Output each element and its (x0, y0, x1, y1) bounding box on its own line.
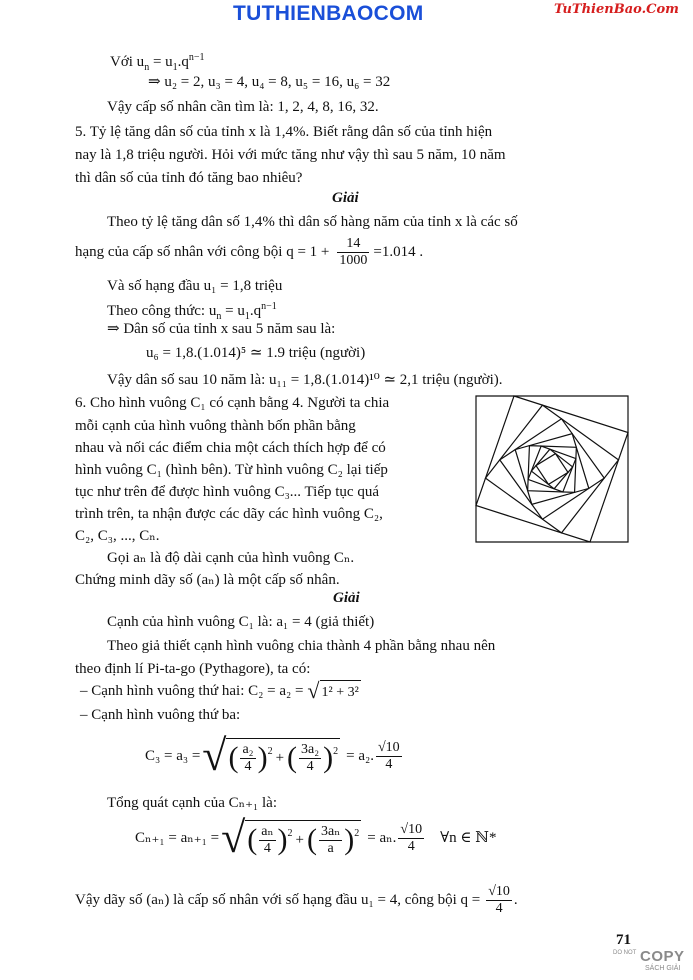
text-line: Vậy cấp số nhân cần tìm là: 1, 2, 4, 8, 16, 32. (107, 99, 379, 115)
text-line: Theo tỷ lệ tăng dân số 1,4% thì dân số hàng năm của tỉnh x là các số (107, 214, 518, 230)
text-line: thì dân số của tỉnh đó tăng bao nhiêu? (75, 170, 303, 186)
text-line: C₂, C₃, ..., Cₙ. (75, 528, 160, 544)
text-line: Với $u_n = u_1.q^{n-1}$ (110, 52, 205, 73)
text-line: Cạnh của hình vuông C₁ là: a₁ = 4 (giả thiết) (107, 614, 375, 630)
nested-square (500, 419, 605, 519)
nested-square (476, 396, 628, 542)
text-line: hình vuông C₁ (hình bên). Từ hình vuông C₂ lại tiếp (75, 462, 388, 478)
nested-squares-figure (470, 390, 636, 550)
watermark: COPY (640, 948, 685, 965)
nested-square (515, 434, 589, 505)
nested-square (536, 454, 568, 485)
text-line: – Cạnh hình vuông thứ ba: (80, 707, 241, 723)
text-line: Vậy dân số sau 10 năm là: u₁₁ = 1,8.(1.014)¹⁰ ≃ 2,1 triệu (người). (107, 372, 503, 388)
brand-logo: TuThienBao.Com (554, 2, 679, 17)
text-line: 5. Tỷ lệ tăng dân số của tỉnh x là 1,4%. Biết rằng dân số của tỉnh hiện (75, 124, 493, 140)
text-line: nhau và nối các điểm chia một cách thích hợp để có (75, 440, 386, 456)
section-heading: Giải (332, 190, 359, 206)
text-line: Theo giả thiết cạnh hình vuông chia thành 4 phần bằng nhau nên (107, 638, 496, 654)
text-line: Theo công thức: $u_n = u_1.q^{n-1}$ (107, 301, 277, 322)
text-line: u₆ = 1,8.(1.014)⁵ ≃ 1.9 triệu (người) (146, 345, 366, 361)
text-line: nay là 1,8 triệu người. Hỏi với mức tăng như vậy thì sau 5 năm, 10 năm (75, 147, 506, 163)
page-number: 71 (616, 932, 631, 948)
nested-square (528, 446, 576, 492)
formula-cn1: Cₙ₊₁ = aₙ₊₁ = √ ( $\frac{\text{aₙ}}{4}$ ) $^2$ + ( $\frac{\text{3aₙ}}{a}$ ) $^2$ = aₙ. $\frac{√10}{4}$ ∀n ∈ ℕ* (135, 813, 497, 862)
text-line: theo định lí Pi-ta-go (Pythagore), ta có: (75, 661, 311, 677)
formula-c2: – Cạnh hình vuông thứ hai: C₂ = a₂ = √ 1² + 3² (80, 678, 359, 703)
formula-c3: C₃ = a₃ = √ ( $\frac{\text{a₂}}{4}$ ) $^2$ + ( $\frac{\text{3a₂}}{4}$ ) $^2$ = a₂. $\frac{√10}{4}$ (145, 731, 400, 780)
text-line: tục như trên để được hình vuông C₃... Tiếp tục quá (75, 484, 379, 500)
text-line: trình trên, ta nhận được các dãy các hình vuông C₂, (75, 506, 383, 522)
text-line: 6. Cho hình vuông C₁ có cạnh bằng 4. Người ta chia (75, 395, 390, 411)
text-line: Gọi aₙ là độ dài cạnh của hình vuông Cₙ. (107, 550, 355, 566)
formula-conclusion: Vậy dãy số (aₙ) là cấp số nhân với số hạng đầu u₁ = 4, công bội q = $\frac{√10}{4}$ . (75, 883, 518, 916)
section-heading: Giải (333, 590, 360, 606)
nested-square (476, 396, 628, 542)
site-title: TUTHIENBAOCOM (233, 2, 424, 25)
text-line: Chứng minh dãy số (aₙ) là một cấp số nhân. (75, 572, 340, 588)
text-line: Tổng quát cạnh của Cₙ₊₁ là: (107, 795, 278, 811)
text-line: ⇒ Dân số của tỉnh x sau 5 năm sau là: (107, 321, 336, 337)
formula-ratio: hạng của cấp số nhân với công bội q = 1 + $\frac{14}{1000}$ =1.014 . (75, 235, 424, 268)
watermark-dont: DO NOT (613, 950, 637, 956)
text-line: Và số hạng đầu u₁ = 1,8 triệu (107, 278, 283, 294)
nested-square (528, 446, 577, 493)
nested-square (486, 405, 619, 533)
text-line: mỗi cạnh của hình vuông thành bốn phần bằng (75, 418, 356, 434)
watermark-small: SÁCH GIẢI (645, 965, 681, 972)
text-line: ⇒ u₂ = 2, u₃ = 4, u₄ = 8, u₅ = 16, u₆ = 32 (148, 74, 391, 90)
